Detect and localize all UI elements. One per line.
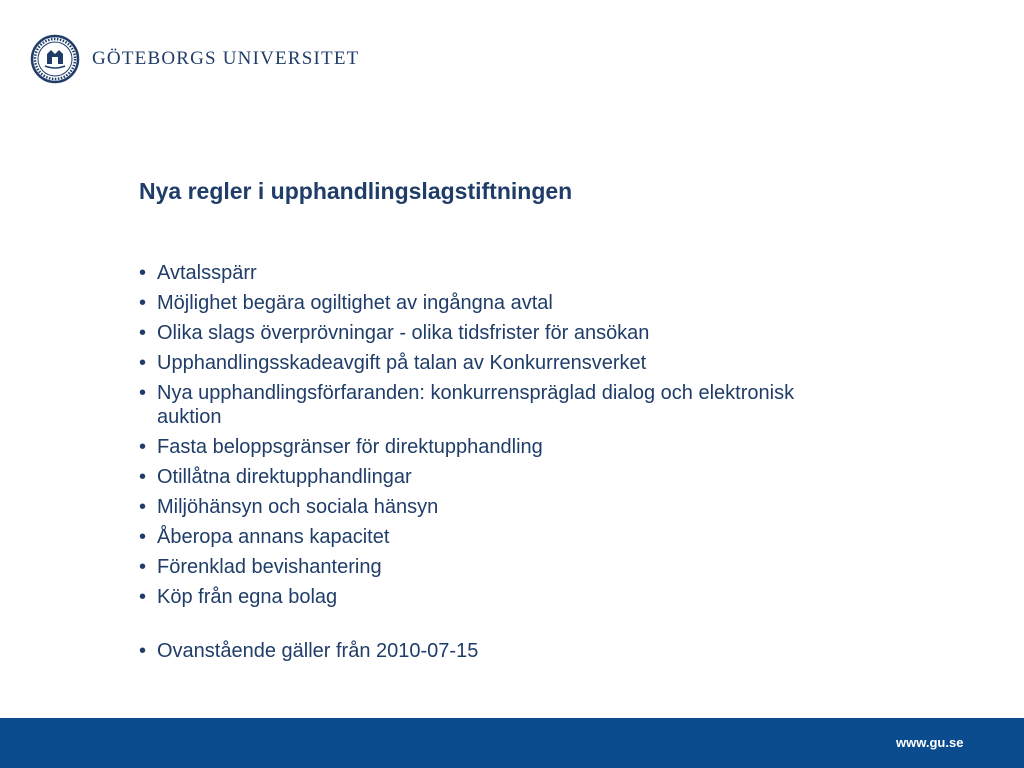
list-item: • Otillåtna direktupphandlingar <box>139 465 799 489</box>
list-item: • Möjlighet begära ogiltighet av ingångna avtal <box>139 291 799 315</box>
footer-bar <box>0 718 1024 768</box>
bullet-list <box>139 261 799 669</box>
list-item: • Olika slags överprövningar - olika tidsfrister för ansökan <box>139 321 799 345</box>
list-item-final: • Ovanstående gäller från 2010-07-15 <box>139 639 799 663</box>
list-item: • Nya upphandlingsförfaranden: konkurrenspräglad dialog och elektronisk auktion <box>139 381 799 429</box>
list-item: • Miljöhänsyn och sociala hänsyn <box>139 495 799 519</box>
university-seal-icon <box>30 34 80 84</box>
university-name: GÖTEBORGS UNIVERSITET <box>92 48 360 69</box>
list-item: • Åberopa annans kapacitet <box>139 525 799 549</box>
slide-title: Nya regler i upphandlingslagstiftningen <box>139 178 573 204</box>
list-item: • Köp från egna bolag <box>139 585 799 609</box>
header <box>30 34 359 84</box>
list-item: • Förenklad bevishantering <box>139 555 799 579</box>
list-item: • Upphandlingsskadeavgift på talan av Konkurrensverket <box>139 351 799 375</box>
footer-url: www.gu.se <box>896 735 964 750</box>
list-item: • Avtalsspärr <box>139 261 799 285</box>
list-item: • Fasta beloppsgränser för direktupphandling <box>139 435 799 459</box>
